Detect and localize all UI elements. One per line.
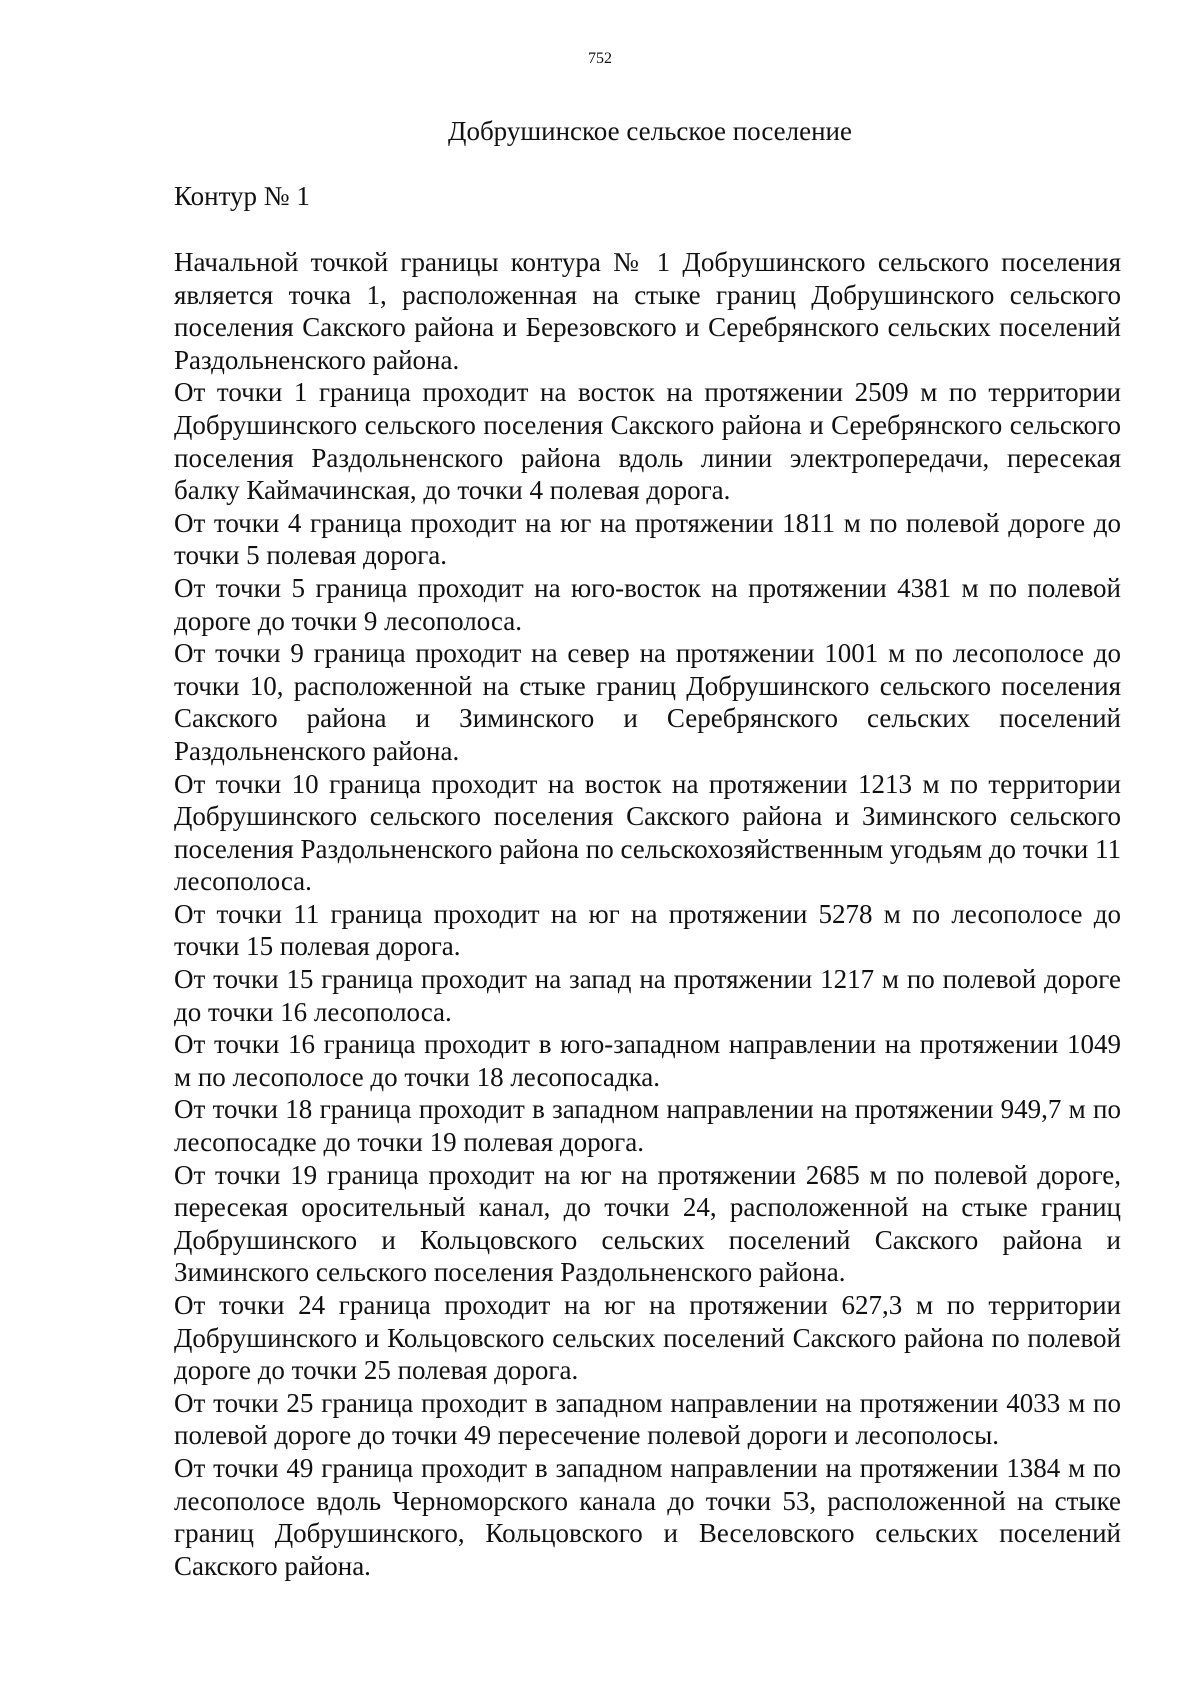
paragraph-3: От точки 4 граница проходит на юг на протяжении 1811 м по полевой дороге до точки 5 полевая дорога. (174, 507, 1121, 571)
paragraph-6: От точки 10 граница проходит на восток на протяжении 1213 м по территории Добрушинского сельского поселения Сакского района и Зиминского сельского поселения Раздольненского района по сельскохозяйственным угодьям до точки 11 лесополоса. (174, 768, 1121, 897)
paragraph-14: От точки 49 граница проходит в западном направлении на протяжении 1384 м по лесополосе вдоль Черноморского канала до точки 53, расположенной на стыке границ Добрушинского, Кольцовского и Веселовского сельских поселений Сакского района. (174, 1452, 1121, 1581)
paragraph-7: От точки 11 граница проходит на юг на протяжении 5278 м по лесополосе до точки 15 полевая дорога. (174, 898, 1121, 962)
contour-heading: Контур № 1 (174, 181, 310, 211)
paragraph-5: От точки 9 граница проходит на север на протяжении 1001 м по лесополосе до точки 10, расположенной на стыке границ Добрушинского сельского поселения Сакского района и Зиминского и Серебрянского сельских поселений Раздольненского района. (174, 638, 1121, 766)
paragraph-4: От точки 5 граница проходит на юго-восток на протяжении 4381 м по полевой дороге до точки 9 лесополоса. (174, 572, 1121, 636)
boundary-description (174, 246, 1121, 1582)
paragraph-10: От точки 18 граница проходит в западном направлении на протяжении 949,7 м по лесопосадке до точки 19 полевая дорога. (174, 1094, 1121, 1158)
paragraph-8: От точки 15 граница проходит на запад на протяжении 1217 м по полевой дороге до точки 16 лесополоса. (174, 964, 1121, 1027)
document-title: Добрушинское сельское поселение (448, 116, 852, 146)
paragraph-12: От точки 24 граница проходит на юг на протяжении 627,3 м по территории Добрушинского и Кольцовского сельских поселений Сакского района по полевой дороге до точки 25 полевая дорога. (174, 1290, 1121, 1386)
paragraph-2: От точки 1 граница проходит на восток на протяжении 2509 м по территории Добрушинского сельского поселения Сакского района и Серебрянского сельского поселения Раздольненского района вдоль линии электропередачи, пересекая балку Каймачинская, до точки 4 полевая дорога. (174, 377, 1121, 506)
page-number: 752 (588, 50, 612, 67)
paragraph-9: От точки 16 граница проходит в юго-западном направлении на протяжении 1049 м по лесополосе до точки 18 лесопосадка. (174, 1029, 1121, 1092)
paragraph-1: Начальной точкой границы контура № 1 Добрушинского сельского поселения является точка 1, расположенная на стыке границ Добрушинского сельского поселения Сакского района и Березовского и Серебрянского сельских поселений Раздольненского района. (174, 247, 1121, 375)
paragraph-11: От точки 19 граница проходит на юг на протяжении 2685 м по полевой дороге, пересекая оросительный канал, до точки 24, расположенной на стыке границ Добрушинского и Кольцовского сельских поселений Сакского района и Зиминского сельского поселения Раздольненского района. (174, 1159, 1121, 1288)
paragraph-13: От точки 25 граница проходит в западном направлении на протяжении 4033 м по полевой дороге до точки 49 пересечение полевой дороги и лесополосы. (174, 1387, 1121, 1451)
